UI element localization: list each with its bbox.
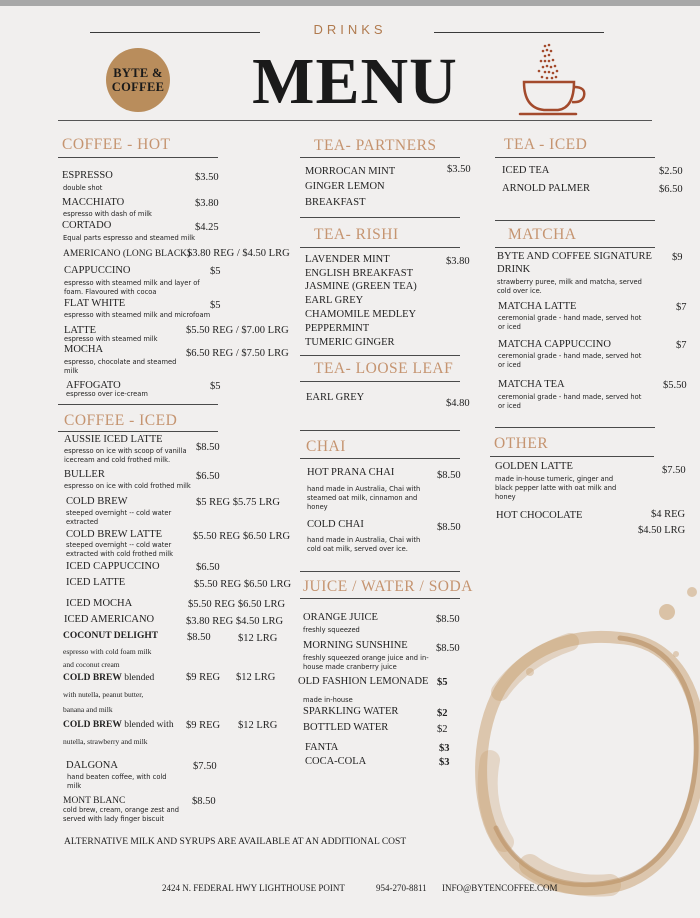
menu-item-name: MATCHA TEA	[498, 379, 565, 390]
section-heading-matcha: MATCHA	[508, 226, 577, 243]
section-heading-tea-iced: TEA - ICED	[504, 136, 588, 153]
header-line-right	[434, 32, 604, 33]
menu-item-name: MATCHA CAPPUCCINO	[498, 339, 611, 350]
menu-item-price: $5.50	[663, 380, 687, 391]
section-rule	[58, 157, 218, 158]
menu-item-desc: freshly squeezed	[303, 626, 360, 634]
menu-item-detail: espresso with cold foam milk	[63, 647, 152, 656]
menu-item-desc: espresso with dash of milk	[63, 210, 152, 218]
menu-item-name-bold: COLD BREW	[63, 673, 122, 683]
menu-item-name: MACCHIATO	[62, 197, 125, 208]
menu-item-desc: espresso, chocolate and steamed milk	[64, 358, 177, 375]
menu-item-name: COCA-COLA	[305, 756, 367, 767]
menu-item-price: $5	[437, 677, 448, 688]
footer-email: INFO@BYTENCOFFEE.COM	[442, 883, 558, 893]
menu-item-name: OLD FASHION LEMONADE	[298, 676, 429, 687]
tea-item: ENGLISH BREAKFAST	[305, 268, 414, 279]
coffee-stain-decoration	[470, 580, 700, 900]
menu-item-desc: cold brew, cream, orange zest and served with lady finger biscuit	[63, 806, 180, 823]
menu-item-name: MOCHA	[64, 344, 104, 355]
menu-item-desc: freshly squeezed orange juice and in-house made cranberry juice	[303, 654, 429, 671]
menu-item-desc: made in-house tumeric, ginger and black pepper latte with oat milk and honey	[495, 475, 617, 501]
menu-item-name: COCONUT DELIGHT	[63, 631, 159, 641]
tea-item: EARL GREY	[305, 295, 364, 306]
menu-item-name: ICED LATTE	[66, 577, 126, 588]
menu-item-name-suffix: blended with	[121, 720, 174, 730]
menu-item-price: $8.50	[196, 442, 220, 453]
menu-item-price: $3.80	[195, 198, 219, 209]
menu-item-price: $3.80 REG $4.50 LRG	[186, 616, 284, 627]
top-bar	[0, 0, 700, 6]
menu-item-price: $8.50	[436, 643, 460, 654]
tea-item: BREAKFAST	[305, 197, 366, 208]
menu-item-name	[63, 720, 174, 730]
tea-item: CHAMOMILE MEDLEY	[305, 309, 417, 320]
menu-item-name	[63, 673, 154, 683]
menu-item-price: $9 REG	[186, 672, 221, 683]
menu-item-price: $3	[439, 743, 450, 754]
menu-item-name: COLD BREW LATTE	[66, 529, 163, 540]
menu-item-name: COLD BREW	[66, 496, 128, 507]
menu-item-price: $6.50	[196, 562, 220, 573]
section-rule	[300, 430, 460, 431]
menu-item-price: $5.50 REG $6.50 LRG	[188, 599, 286, 610]
menu-item-name: AUSSIE ICED LATTE	[64, 434, 163, 445]
menu-item-detail: nutella, strawberry and milk	[63, 737, 148, 746]
section-rule	[300, 458, 460, 459]
logo-line-1: BYTE &	[113, 66, 163, 80]
menu-item-price: $7.50	[193, 761, 217, 772]
menu-item-desc: hand made in Australia, Chai with cold oat milk, served over ice.	[307, 536, 421, 553]
menu-item-price: $2	[437, 708, 448, 719]
menu-item-price: $3.80	[446, 256, 470, 267]
menu-item-name: FLAT WHITE	[64, 298, 126, 309]
section-rule	[300, 217, 460, 218]
menu-item-desc: ceremonial grade - hand made, served hot or iced	[498, 393, 642, 410]
menu-item-price: $3.50	[447, 164, 471, 175]
menu-item-price: $7.50	[662, 465, 686, 476]
menu-item-name: ICED CAPPUCCINO	[66, 561, 160, 572]
menu-item-price-large: $12 LRG	[236, 672, 276, 683]
menu-item-price: $7	[676, 340, 687, 351]
menu-item-price: $8.50	[436, 614, 460, 625]
tea-item: MORROCAN MINT	[305, 166, 396, 177]
menu-item-desc: hand beaten coffee, with cold milk	[67, 773, 167, 790]
menu-item-price-large: $12 LRG	[238, 720, 278, 731]
menu-item-name: AMERICANO (LONG BLACK)	[63, 249, 191, 259]
menu-item-name: MATCHA LATTE	[498, 301, 577, 312]
page-title: MENU	[252, 45, 458, 118]
section-heading-juice: JUICE / WATER / SODA	[303, 578, 473, 595]
menu-item-desc: espresso over ice-cream	[66, 390, 148, 398]
section-heading-chai: CHAI	[306, 438, 346, 455]
menu-item-name: ICED TEA	[502, 165, 550, 176]
menu-item-name: ORANGE JUICE	[303, 612, 378, 623]
menu-item-name: BYTE AND COFFEE SIGNATURE	[497, 251, 652, 262]
menu-item-price: $3	[439, 757, 450, 768]
menu-item-name: GOLDEN LATTE	[495, 461, 573, 472]
menu-item-name: LATTE	[64, 325, 97, 336]
menu-item-name-suffix: blended	[121, 673, 155, 683]
tea-item: EARL GREY	[306, 392, 365, 403]
tea-item: PEPPERMINT	[305, 323, 370, 334]
section-rule	[58, 431, 218, 432]
menu-item-name: FANTA	[305, 742, 339, 753]
menu-item-name: HOT PRANA CHAI	[307, 467, 395, 478]
tea-item: LAVENDER MINT	[305, 254, 390, 265]
menu-item-price: $6.50	[196, 471, 220, 482]
menu-item-name: COLD CHAI	[307, 519, 364, 530]
menu-item-desc: hand made in Australia, Chai with steamed oat milk, cinnamon and honey	[307, 485, 421, 511]
section-rule	[300, 381, 460, 382]
menu-item-price: $5 REG $5.75 LRG	[196, 497, 280, 508]
tea-item: TUMERIC GINGER	[305, 337, 395, 348]
menu-item-price: $9	[672, 252, 683, 263]
section-rule	[495, 247, 655, 248]
menu-item-detail: banana and milk	[63, 705, 113, 714]
section-rule	[300, 571, 460, 572]
menu-item-price: $5	[210, 381, 221, 392]
menu-item-price: $5.50 REG $6.50 LRG	[193, 531, 291, 542]
menu-item-desc: steeped overnight -- cold water extracted with cold frothed milk	[66, 541, 174, 558]
menu-item-desc: espresso with steamed milk	[64, 335, 158, 343]
menu-item-price: $8.50	[437, 470, 461, 481]
menu-item-name: MONT BLANC	[63, 796, 126, 806]
menu-item-price-large: $4.50 LRG	[638, 525, 686, 536]
section-rule	[300, 247, 460, 248]
menu-item-name: CORTADO	[62, 220, 112, 231]
menu-item-price: $4.25	[195, 222, 219, 233]
section-heading-coffee-hot: COFFEE - HOT	[62, 136, 171, 153]
menu-item-desc: steeped overnight -- cold water extracted	[66, 509, 172, 526]
section-rule	[300, 355, 460, 356]
menu-item-name: BULLER	[64, 469, 105, 480]
menu-item-desc: double shot	[63, 184, 103, 192]
menu-item-name: ICED MOCHA	[66, 598, 133, 609]
menu-item-price: $5.50 REG / $7.00 LRG	[186, 325, 289, 336]
menu-item-name: ESPRESSO	[62, 170, 113, 181]
menu-item-name: DALGONA	[66, 760, 118, 771]
menu-item-name: HOT CHOCOLATE	[496, 510, 583, 521]
menu-item-desc: strawberry puree, milk and matcha, served cold over ice.	[497, 278, 642, 295]
section-rule	[58, 404, 218, 405]
menu-item-name: SPARKLING WATER	[303, 706, 399, 717]
menu-item-detail: and coconut cream	[63, 660, 120, 669]
menu-item-name: BOTTLED WATER	[303, 722, 389, 733]
logo	[106, 48, 170, 112]
menu-item-price: $7	[676, 302, 687, 313]
menu-item-name: MORNING SUNSHINE	[303, 640, 408, 651]
menu-item-name: ARNOLD PALMER	[502, 183, 590, 194]
menu-item-price: $3.50	[195, 172, 219, 183]
section-heading-tea-rishi: TEA- RISHI	[314, 226, 399, 243]
footer-address: 2424 N. FEDERAL HWY LIGHTHOUSE POINT	[162, 883, 345, 893]
menu-item-name: DRINK	[497, 264, 531, 275]
coffee-cup-icon	[518, 40, 588, 120]
section-rule	[490, 456, 654, 457]
menu-item-price: $4.80	[446, 398, 470, 409]
header-line-left	[90, 32, 260, 33]
footer-phone: 954-270-8811	[376, 883, 427, 893]
section-heading-coffee-iced: COFFEE - ICED	[64, 412, 178, 429]
section-rule	[300, 157, 460, 158]
menu-item-price: $6.50	[659, 184, 683, 195]
menu-item-price: $8.50	[187, 632, 211, 643]
menu-item-name: ICED AMERICANO	[64, 614, 155, 625]
menu-item-price: $9 REG	[186, 720, 221, 731]
tea-item: JASMINE (GREEN TEA)	[305, 281, 417, 292]
section-rule	[495, 157, 655, 158]
menu-item-price: $5	[210, 266, 221, 277]
menu-item-price: $8.50	[437, 522, 461, 533]
drinks-label: DRINKS	[313, 22, 387, 37]
menu-item-desc: ceremonial grade - hand made, served hot or iced	[498, 352, 642, 369]
menu-item-price: $3.80 REG / $4.50 LRG	[187, 248, 290, 259]
menu-item-price: $4 REG	[651, 509, 686, 520]
section-rule	[495, 220, 655, 221]
section-rule	[495, 427, 655, 428]
menu-item-price: $8.50	[192, 796, 216, 807]
menu-item-price: $2.50	[659, 166, 683, 177]
tea-item: GINGER LEMON	[305, 181, 385, 192]
section-heading-tea-loose-leaf: TEA- LOOSE LEAF	[314, 360, 454, 377]
menu-item-price: $5.50 REG $6.50 LRG	[194, 579, 292, 590]
menu-item-price-large: $12 LRG	[238, 633, 278, 644]
menu-item-desc: espresso with steamed milk and layer of foam. Flavoured with cocoa	[64, 279, 200, 296]
footer-note: ALTERNATIVE MILK AND SYRUPS ARE AVAILABLE AT AN ADDITIONAL COST	[64, 837, 407, 847]
menu-item-price: $2	[437, 724, 448, 735]
menu-item-desc: espresso with steamed milk and microfoam	[64, 311, 211, 319]
menu-item-name-bold: COLD BREW	[63, 720, 122, 730]
section-rule	[300, 598, 460, 599]
logo-line-2: COFFEE	[111, 80, 165, 94]
section-heading-other: OTHER	[494, 435, 549, 452]
menu-item-price: $6.50 REG / $7.50 LRG	[186, 348, 289, 359]
header-bottom-line	[58, 120, 652, 121]
menu-item-desc: Equal parts espresso and steamed milk	[63, 234, 195, 242]
menu-item-detail: with nutella, peanut butter,	[63, 690, 144, 699]
section-heading-tea-partners: TEA- PARTNERS	[314, 137, 437, 154]
menu-item-desc: espresso on ice with cold frothed milk	[64, 482, 191, 490]
menu-item-price: $5	[210, 300, 221, 311]
menu-item-desc: made in-house	[303, 696, 353, 704]
menu-item-name: AFFOGATO	[66, 380, 121, 391]
menu-item-desc: espresso on ice with scoop of vanilla icecream and cold frothed milk.	[64, 447, 187, 464]
menu-item-desc: ceremonial grade - hand made, served hot or iced	[498, 314, 642, 331]
menu-item-name: CAPPUCCINO	[64, 265, 131, 276]
